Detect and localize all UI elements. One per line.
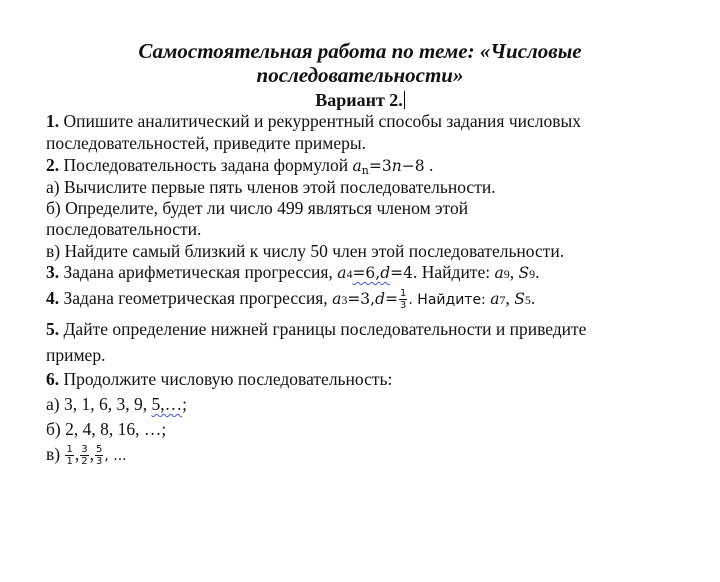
task-6-line: [46, 369, 392, 389]
task-5-text: Дайте определение нижней границы последовательности и приведите: [59, 319, 587, 339]
task-3-find: . Найдите:: [413, 262, 495, 282]
task-1-number: 1.: [46, 111, 60, 131]
task-6c-f3-num: 5: [95, 444, 103, 456]
task-6c-sep-1: ,: [74, 444, 80, 464]
task-6c-prefix: в): [46, 444, 65, 464]
task-4-frac-num: 1: [400, 288, 407, 300]
variant-heading: [0, 90, 720, 110]
task-6c-f2-num: 3: [81, 444, 88, 456]
task-4-q-var: d: [375, 290, 386, 308]
task-5-line-2: пример.: [46, 345, 106, 365]
task-1-text: Опишите аналитический и рекуррентный способы задания числовых: [59, 111, 582, 131]
task-6a-prefix: а) 3, 1, 6, 3, 9,: [46, 394, 152, 414]
task-6a: [46, 394, 187, 414]
task-4-number: 4.: [46, 288, 60, 308]
task-3-a-var: a: [337, 264, 347, 282]
task-1-line-1: [46, 111, 581, 131]
task-4-eq2: =: [385, 290, 399, 308]
task-3-f1-sub: 9: [503, 267, 510, 281]
formula-end: −8: [401, 157, 425, 175]
formula-sub: n: [361, 164, 369, 177]
task-3-end: .: [535, 262, 540, 282]
task-6c-f2-den: 2: [81, 456, 88, 468]
task-3-f2-var: S: [518, 264, 530, 282]
task-3-number: 3.: [46, 262, 60, 282]
task-6c-fraction-1: [65, 444, 73, 467]
task-6c: [46, 444, 127, 467]
task-3-comma: ,: [509, 262, 519, 282]
task-3-d-var: d: [380, 264, 391, 282]
task-2b-line-1: б) Определите, будет ли число 499 являться членом этой: [46, 198, 469, 218]
task-4-f1-sub: 7: [499, 293, 506, 307]
task-3-f2-sub: 9: [529, 267, 536, 281]
task-6c-f1-num: 1: [66, 444, 73, 456]
variant-label: Вариант 2.: [315, 90, 403, 110]
task-3-a-sub: 4: [346, 267, 353, 281]
task-6c-fraction-2: [80, 444, 88, 467]
task-4-a-sub: 3: [341, 293, 348, 307]
task-3-eq1: =6,: [352, 264, 381, 282]
task-4-fraction: [399, 288, 407, 311]
task-6-text: Продолжите числовую последовательность:: [59, 369, 393, 389]
task-6c-f3-den: 3: [95, 456, 103, 468]
task-6c-end: , ...: [104, 448, 127, 464]
task-3-f1-var: a: [494, 264, 504, 282]
task-3-condition: [352, 262, 390, 282]
formula-coef: =3: [368, 157, 392, 175]
task-4-f2-sub: 5: [524, 293, 531, 307]
task-3-line: [46, 262, 539, 284]
title-line-1: Самостоятельная работа по теме: «Числовые: [138, 39, 582, 63]
formula-var: a: [352, 157, 362, 175]
task-4-eq1: =3,: [347, 290, 376, 308]
task-4-frac-den: 3: [400, 300, 407, 312]
task-2b-line-2: последовательности.: [46, 219, 202, 239]
task-4-find: . Найдите:: [408, 292, 491, 308]
title-line-2: последовательности»: [256, 63, 464, 87]
task-6b: б) 2, 4, 8, 16, …;: [46, 419, 167, 439]
task-4-f2-var: S: [514, 290, 525, 308]
task-4-text: Задана геометрическая прогрессия,: [59, 288, 333, 308]
task-6c-fraction-3: [95, 444, 103, 467]
task-5-number: 5.: [46, 319, 60, 339]
task-6c-sep-2: ,: [89, 444, 94, 464]
task-2a: а) Вычислите первые пять членов этой последовательности.: [46, 177, 496, 197]
task-4-end: .: [530, 288, 536, 308]
text-cursor: [404, 91, 405, 109]
task-6c-f1-den: 1: [66, 456, 73, 468]
task-2c: в) Найдите самый близкий к числу 50 член этой последовательности.: [46, 241, 565, 261]
task-4-comma: ,: [505, 288, 515, 308]
task-4-f1-var: a: [490, 290, 500, 308]
task-6-number: 6.: [46, 369, 60, 389]
task-1-line-2: последовательностей, приведите примеры.: [46, 133, 367, 153]
task-2-number: 2.: [46, 155, 60, 175]
task-4-a-var: a: [332, 290, 342, 308]
task-6a-marked: 5,…: [151, 394, 183, 414]
task-5-line-1: [46, 319, 586, 339]
task-3-text: Задана арифметическая прогрессия,: [59, 262, 338, 282]
formula-n: n: [391, 157, 402, 175]
task-2-text: Последовательность задана формулой: [59, 155, 353, 175]
task-2-end: .: [424, 155, 434, 175]
task-6a-suffix: ;: [182, 394, 187, 414]
task-3-eq2: =4: [390, 264, 414, 282]
task-4-line: [46, 288, 535, 311]
